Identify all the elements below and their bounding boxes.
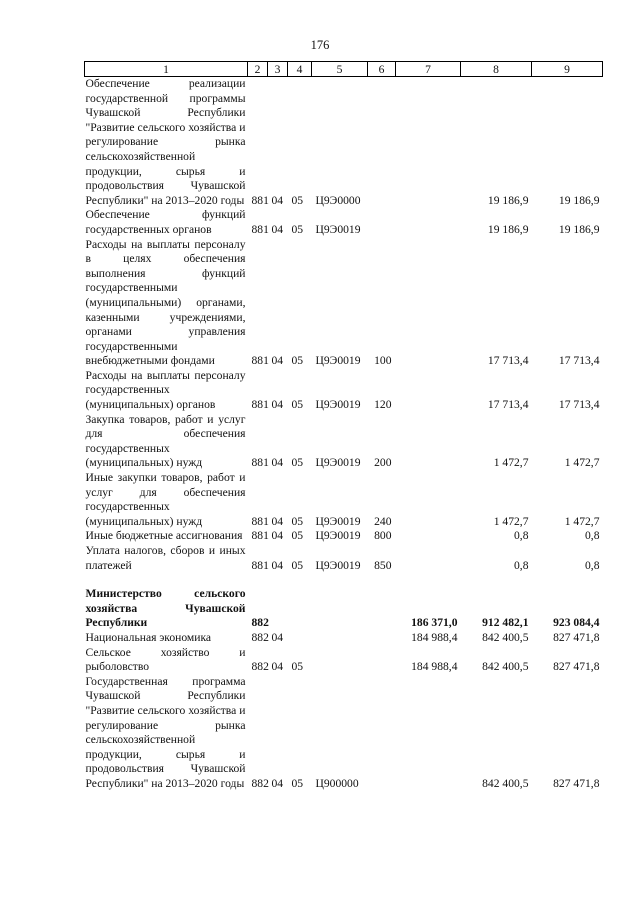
row-name-cell: Обеспечение реализации государственной программы Чувашской Республики "Развитие сельского хозяйства и регулирование рынка сельскохозяйственной продукции, сырья и продовольствия Чувашской Республики" на 2013–2020 годы	[85, 77, 246, 207]
table-row	[85, 238, 603, 369]
table-row	[85, 675, 603, 792]
table-body	[85, 77, 603, 792]
target-article-cell: Ц9Э0019	[315, 398, 361, 412]
ministry-code-cell: 881	[251, 193, 269, 207]
amount-cell: 19 186,9	[558, 193, 600, 207]
amount-cell	[396, 529, 461, 544]
amount-cell: 1 472,7	[493, 456, 529, 470]
section-code-cell: 04	[271, 222, 284, 236]
amount-cell	[396, 208, 461, 237]
amount-cell: 842 400,5	[482, 630, 529, 644]
section-code-cell: 04	[271, 193, 284, 207]
amount-cell: 1 472,7	[564, 456, 600, 470]
section-code-cell: 04	[271, 514, 284, 528]
amount-cell: 186 371,0	[411, 616, 458, 630]
ministry-code-cell: 881	[251, 222, 269, 236]
expense-type-cell: 100	[374, 354, 392, 368]
subsection-code-cell: 05	[291, 193, 304, 207]
subsection-code-cell: 05	[291, 398, 304, 412]
expense-type-cell: 120	[374, 398, 392, 412]
amount-cell: 0,8	[585, 529, 600, 543]
row-name-cell: Расходы на выплаты персоналу в целях обеспечения выполнения функций государственными (муниципальными) органами, казенными учреждениями, органами управления государственными внебюджетными фондами	[85, 237, 246, 368]
amount-cell: 184 988,4	[411, 630, 458, 644]
expense-type-cell	[368, 675, 396, 792]
subsection-code-cell: 05	[291, 222, 304, 236]
row-name-cell: Иные бюджетные ассигнования	[85, 529, 243, 543]
target-article-cell: Ц9Э0019	[315, 529, 361, 543]
amount-cell: 17 713,4	[558, 354, 600, 368]
amount-cell: 842 400,5	[482, 660, 529, 674]
subsection-code-cell: 05	[291, 660, 304, 674]
subsection-code-cell: 05	[291, 354, 304, 368]
ministry-code-cell: 882	[251, 660, 269, 674]
expense-type-cell	[368, 631, 396, 646]
section-code-cell: 04	[271, 630, 284, 644]
expense-type-cell: 200	[374, 456, 392, 470]
subsection-code-cell: 05	[291, 776, 304, 790]
subsection-code-cell: 05	[291, 514, 304, 528]
amount-cell: 827 471,8	[553, 776, 600, 790]
expense-type-cell	[368, 646, 396, 675]
amount-cell: 0,8	[514, 558, 529, 572]
row-name-cell: Сельское хозяйство и рыболовство	[85, 645, 246, 674]
expense-type-cell	[368, 208, 396, 237]
row-name-cell: Уплата налогов, сборов и иных платежей	[85, 544, 246, 572]
page-number: 176	[310, 38, 330, 52]
target-article-cell	[312, 646, 368, 675]
table-row	[85, 646, 603, 675]
row-name-cell: Закупка товаров, работ и услуг для обеспечения государственных (муниципальных) нужд	[85, 412, 246, 470]
target-article-cell: Ц9Э0019	[315, 514, 361, 528]
amount-cell	[396, 544, 461, 573]
column-header: 2	[248, 62, 268, 77]
expense-type-cell: 850	[374, 558, 392, 572]
amount-cell	[396, 675, 461, 792]
amount-cell: 19 186,9	[487, 193, 529, 207]
table-row	[85, 208, 603, 237]
amount-cell: 923 084,4	[553, 616, 600, 630]
row-name-cell: Иные закупки товаров, работ и услуг для обеспечения государственных (муниципальных) нужд	[85, 471, 246, 528]
ministry-code-cell: 881	[251, 354, 269, 368]
section-code-cell: 04	[271, 456, 284, 470]
column-header: 5	[312, 62, 368, 77]
amount-cell	[396, 238, 461, 369]
column-number-header-row	[85, 62, 603, 77]
amount-cell	[396, 471, 461, 529]
amount-cell: 17 713,4	[487, 398, 529, 412]
table-row	[85, 369, 603, 413]
ministry-code-cell: 882	[251, 776, 269, 790]
amount-cell	[396, 369, 461, 413]
column-header: 6	[368, 62, 396, 77]
amount-cell: 17 713,4	[487, 354, 529, 368]
amount-cell	[396, 413, 461, 471]
amount-cell: 827 471,8	[553, 660, 600, 674]
amount-cell: 912 482,1	[482, 616, 529, 630]
column-header: 8	[461, 62, 532, 77]
amount-cell: 184 988,4	[411, 660, 458, 674]
amount-cell: 1 472,7	[564, 514, 600, 528]
table-row	[85, 471, 603, 529]
expense-type-cell	[368, 77, 396, 209]
ministry-code-cell: 881	[251, 456, 269, 470]
section-code-cell: 04	[271, 354, 284, 368]
amount-cell: 0,8	[514, 529, 529, 543]
column-header: 9	[532, 62, 603, 77]
ministry-code-cell: 881	[251, 558, 269, 572]
subsection-code-cell: 05	[291, 529, 304, 543]
section-code-cell: 04	[271, 398, 284, 412]
target-article-cell	[312, 587, 368, 631]
amount-cell	[396, 77, 461, 209]
column-header: 4	[288, 62, 312, 77]
target-article-cell: Ц900000	[315, 776, 359, 790]
section-code-cell: 04	[271, 776, 284, 790]
spacer-cell	[85, 573, 603, 587]
subsection-code-cell: 05	[291, 456, 304, 470]
target-article-cell: Ц9Э0000	[315, 193, 361, 207]
spacer-row	[85, 573, 603, 587]
table-row	[85, 529, 603, 544]
ministry-code-cell: 881	[251, 529, 269, 543]
section-code-cell: 04	[271, 558, 284, 572]
table-row	[85, 587, 603, 631]
table-row	[85, 631, 603, 646]
row-name-cell: Министерство сельского хозяйства Чувашской Республики	[85, 587, 246, 630]
section-code-cell: 04	[271, 660, 284, 674]
amount-cell: 17 713,4	[558, 398, 600, 412]
target-article-cell: Ц9Э0019	[315, 354, 361, 368]
row-name-cell: Обеспечение функций государственных органов	[85, 208, 246, 236]
target-article-cell: Ц9Э0019	[315, 558, 361, 572]
ministry-code-cell: 881	[251, 398, 269, 412]
table-row	[85, 544, 603, 573]
column-header: 1	[85, 62, 248, 77]
amount-cell: 19 186,9	[558, 222, 600, 236]
amount-cell: 1 472,7	[493, 514, 529, 528]
table-row	[85, 77, 603, 209]
expense-type-cell	[368, 587, 396, 631]
amount-cell: 19 186,9	[487, 222, 529, 236]
ministry-code-cell: 882	[251, 630, 269, 644]
row-name-cell: Государственная программа Чувашской Республики "Развитие сельского хозяйства и регулирование рынка сельскохозяйственной продукции, сырья и продовольствия Чувашской Республики" на 2013–2020 годы	[85, 674, 246, 790]
section-code-cell: 04	[271, 529, 284, 543]
amount-cell: 827 471,8	[553, 630, 600, 644]
table-row	[85, 413, 603, 471]
subsection-code-cell	[288, 587, 312, 631]
subsection-code-cell	[288, 631, 312, 646]
subsection-code-cell: 05	[291, 558, 304, 572]
amount-cell: 0,8	[585, 558, 600, 572]
row-name-cell: Расходы на выплаты персоналу государственных (муниципальных) органов	[85, 368, 246, 412]
column-header: 7	[396, 62, 461, 77]
target-article-cell: Ц9Э0019	[315, 456, 361, 470]
target-article-cell	[312, 631, 368, 646]
column-header: 3	[268, 62, 288, 77]
expense-type-cell: 800	[374, 529, 392, 543]
ministry-code-cell: 882	[251, 616, 269, 630]
ministry-code-cell: 881	[251, 514, 269, 528]
amount-cell: 842 400,5	[482, 776, 529, 790]
row-name-cell: Национальная экономика	[85, 630, 212, 644]
expense-type-cell: 240	[374, 514, 392, 528]
section-code-cell	[268, 587, 288, 631]
budget-table	[84, 61, 603, 792]
target-article-cell: Ц9Э0019	[315, 222, 361, 236]
